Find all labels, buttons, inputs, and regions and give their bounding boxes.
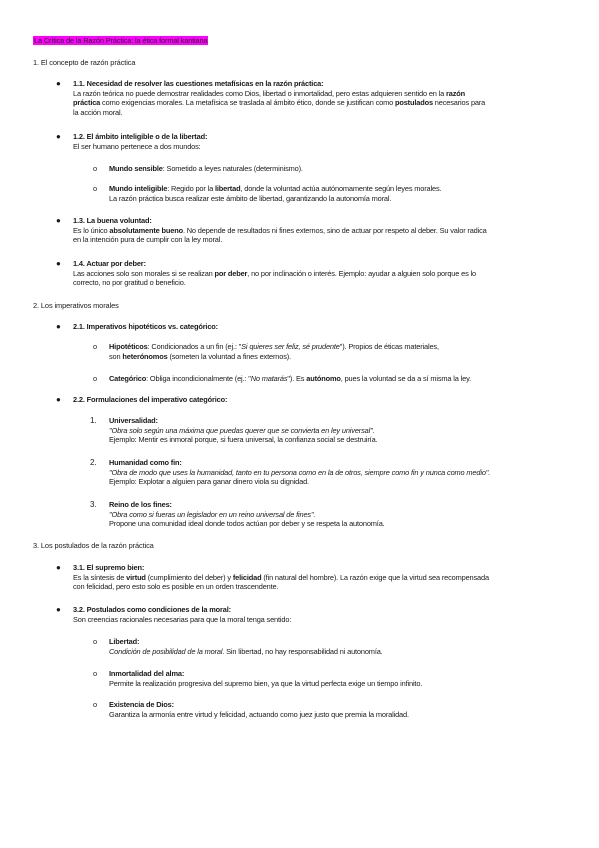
bullet-icon: ● [56, 216, 61, 225]
sub-item-hipoteticos: o Hipotéticos: Condicionados a un fin (ej.: "Si quieres ser feliz, sé prudente"). Propios de éticas materiales, son heterónomos (someten la voluntad a fines externos). [93, 342, 439, 361]
item-number: 2. [90, 458, 97, 467]
sub-item-existencia-dios: o Existencia de Dios: Garantiza la armonía entre virtud y felicidad, actuando como juez justo que premia la moralidad. [93, 700, 409, 719]
bullet-icon: ● [56, 563, 61, 572]
item-text: práctica como exigencias morales. La metafísica se traslada al ámbito ético, donde se justifican como postulados necesarios para [73, 98, 486, 108]
section-1-heading: 1. El concepto de razón práctica [33, 58, 136, 67]
bullet-icon: ● [56, 395, 61, 404]
list-item-1-3: ● 1.3. La buena voluntad: Es lo único absolutamente bueno. No depende de resultados ni fines externos, sino de actuar por respeto al deber. Su valor radica en la intención pura de cumplir con la ley moral. [73, 216, 573, 245]
circle-bullet-icon: o [93, 164, 97, 173]
item-text: El ser humano pertenece a dos mundos: [73, 141, 201, 151]
sub-item-mundo-inteligible: o Mundo inteligible: Regido por la libertad, donde la voluntad actúa autónomamente según leyes morales. La razón práctica busca realizar este ámbito de libertad, garantizando la autonomía moral. [93, 184, 442, 203]
document-title: La Crítica de la Razón Práctica: la ética formal kantiana [34, 36, 208, 45]
numbered-item-2: 2. Humanidad como fin: "Obra de modo que uses la humanidad, tanto en tu persona como en la de otros, siempre como fin y nunca como medio". Ejemplo: Explotar a alguien para ganar dinero viola su dignidad. [90, 458, 491, 487]
section-2-heading: 2. Los imperativos morales [33, 301, 119, 310]
list-item-3-1: ● 3.1. El supremo bien: Es la síntesis de virtud (cumplimiento del deber) y felicidad (fin natural del hombre). La razón exige que la virtud sea recompensada con felicidad, pero esto solo es posible en un orden trascendente. [73, 563, 573, 592]
list-item-2-2 [56, 395, 573, 405]
sub-item-categorico: o Categórico: Obliga incondicionalmente (ej.: "No matarás"). Es autónomo, pues la voluntad se da a sí misma la ley. [93, 374, 471, 383]
item-heading: 1.3. La buena voluntad: [73, 216, 152, 225]
circle-bullet-icon: o [93, 700, 97, 709]
list-item-1-4: ● 1.4. Actuar por deber: Las acciones solo son morales si se realizan por deber, no por inclinación o interés. Ejemplo: ayudar a alguien solo porque es lo correcto, no por gratitud o beneficio. [73, 259, 573, 288]
bullet-icon: ● [56, 605, 61, 614]
numbered-item-3: 3. Reino de los fines: "Obra como si fueras un legislador en un reino universal de fines". Propone una comunidad ideal donde todos actúan por deber y se respeta la autonomía. [90, 500, 385, 529]
circle-bullet-icon: o [93, 374, 97, 383]
item-number: 1. [90, 416, 97, 425]
item-heading: 3.1. El supremo bien: [73, 563, 145, 572]
item-heading: 1.2. El ámbito inteligible o de la libertad: [73, 132, 208, 141]
sub-item-mundo-sensible: o Mundo sensible: Sometido a leyes naturales (determinismo). [93, 164, 303, 173]
item-number: 3. [90, 500, 97, 509]
item-heading: 3.2. Postulados como condiciones de la moral: [73, 605, 231, 614]
list-item-1-1 [56, 79, 573, 117]
list-item-3-2: ● 3.2. Postulados como condiciones de la moral: Son creencias racionales necesarias para que la moral tenga sentido: [73, 605, 573, 624]
circle-bullet-icon: o [93, 669, 97, 678]
section-3-heading: 3. Los postulados de la razón práctica [33, 541, 154, 550]
item-heading: 2.1. Imperativos hipotéticos vs. categórico: [73, 322, 218, 331]
bullet-icon: ● [56, 259, 61, 268]
bullet-icon: ● [56, 132, 61, 141]
circle-bullet-icon: o [93, 342, 97, 351]
item-heading: 2.2. Formulaciones del imperativo categórico: [73, 395, 228, 404]
item-heading: 1.1. Necesidad de resolver las cuestiones metafísicas en la razón práctica: [73, 79, 324, 88]
bullet-icon: ● [56, 322, 61, 331]
sub-item-libertad: o Libertad: Condición de posibilidad de la moral. Sin libertad, no hay responsabilidad ni autonomía. [93, 637, 383, 656]
list-item-1-2 [56, 132, 573, 151]
list-item-2-1 [56, 322, 573, 332]
circle-bullet-icon: o [93, 637, 97, 646]
bullet-icon: ● [56, 79, 61, 88]
circle-bullet-icon: o [93, 184, 97, 193]
item-heading: 1.4. Actuar por deber: [73, 259, 146, 268]
numbered-item-1: 1. Universalidad: "Obra solo según una máxima que puedas querer que se convierta en ley universal". Ejemplo: Mentir es inmoral porque, si fuera universal, la confianza social se destruiría. [90, 416, 378, 445]
item-text: La razón teórica no puede demostrar realidades como Dios, libertad o inmortalidad, pero estas adquieren sentido en la razón [73, 88, 465, 98]
sub-item-inmortalidad: o Inmortalidad del alma: Permite la realización progresiva del supremo bien, ya que la virtud perfecta exige un tiempo infinito. [93, 669, 423, 688]
item-text: la acción moral. [73, 107, 123, 117]
